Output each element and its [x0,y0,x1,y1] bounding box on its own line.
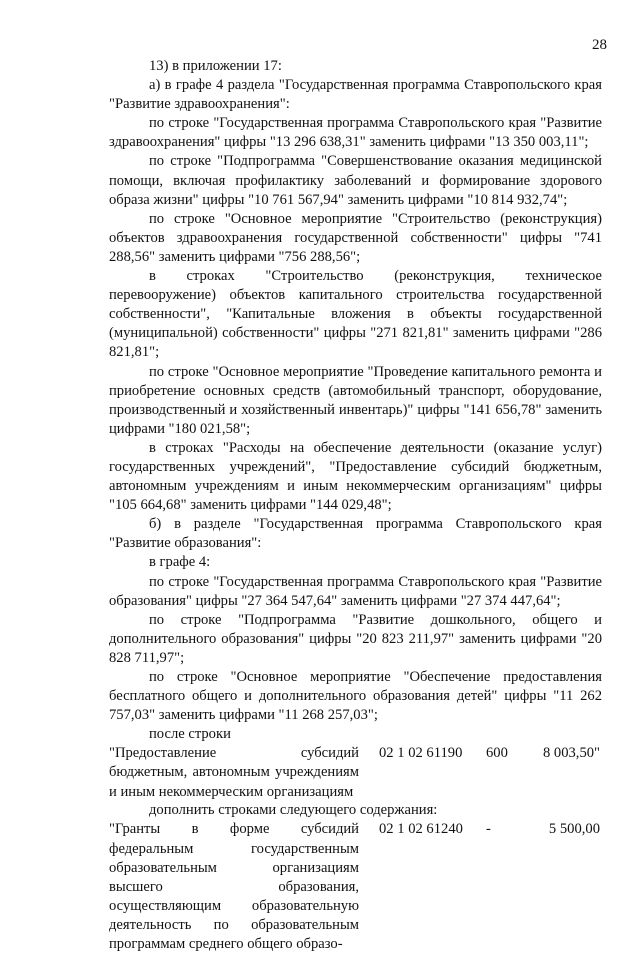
row-code-cell: 02 1 02 61190 [379,745,463,762]
column-4-heading: в графе 4: [149,554,211,571]
paragraph: а) в графе 4 раздела "Государственная программа Ставропольского края "Развитие здравоохранения": [109,77,602,113]
paragraph: в строках "Строительство (реконструкция, техническое перевооружение) объектов капитального строительства государственной собственности", "Капитальные вложения в объекты государственной (муниципальной) собственности" цифры "271 821,81" заменить цифрами "286 821,81"; [109,268,602,361]
document-body [109,57,602,953]
row-code-cell: 02 1 02 61240 [379,821,463,838]
paragraph: по строке "Основное мероприятие "Строительство (реконструкция) объектов здравоохранения государственной собственности" цифры "741 288,56" заменить цифрами "756 288,56"; [109,210,602,265]
paragraph: по строке "Основное мероприятие "Проведение капитального ремонта и приобретение основных средств (автомобильный транспорт, оборудование, производственный и хозяйственный инвентарь)" цифры "141 656,78" заменить цифрами "180 021,58"; [109,363,602,437]
item-13-heading: 13) в приложении 17: [149,58,282,74]
row-name-cell: "Гранты в форме субсидий федеральным государственным образовательным организациям высшего образования, осуществляющим образовательную деятельность по образовательным программам среднего общего образо- [109,821,359,953]
row-type-cell: - [486,821,491,838]
paragraph: по строке "Государственная программа Ставропольского края "Развитие здравоохранения" цифры "13 296 638,31" заменить цифрами "13 350 003,11"; [109,115,602,151]
paragraph: по строке "Подпрограмма "Совершенствование оказания медицинской помощи, включая профилактику заболеваний и формирование здорового образа жизни" цифры "10 761 567,94" заменить цифрами "10 814 932,74"; [109,153,602,208]
row-type-cell: 600 [486,745,508,762]
add-rows-label: дополнить строками следующего содержания: [149,802,438,819]
after-row-label: после строки [149,726,231,743]
table-row [109,744,602,801]
paragraph: б) в разделе "Государственная программа Ставропольского края "Развитие образования": [109,516,602,552]
page-number: 28 [592,37,607,53]
row-name-cell: "Предоставление субсидий бюджетным, автономным учреждениям и иным некоммерческим организациям [109,745,359,800]
paragraph: по строке "Основное мероприятие "Обеспечение предоставления бесплатного общего и дополнительного образования детей" цифры "11 262 757,03" заменить цифрами "11 268 257,03"; [109,669,602,724]
row-amount-cell: 5 500,00 [548,821,600,838]
row-amount-cell: 8 003,50" [542,745,600,762]
paragraph: по строке "Подпрограмма "Развитие дошкольного, общего и дополнительного образования" цифры "20 823 211,97" заменить цифрами "20 828 711,97"; [109,611,602,666]
paragraph: в строках "Расходы на обеспечение деятельности (оказание услуг) государственных учреждений", "Предоставление субсидий бюджетным, автономным учреждениям и иным некоммерческим организациям" цифры "105 664,68" заменить цифрами "144 029,48"; [109,439,602,514]
table-row [109,820,602,953]
paragraph: по строке "Государственная программа Ставропольского края "Развитие образования" цифры "27 364 547,64" заменить цифрами "27 374 447,64"; [109,573,602,609]
